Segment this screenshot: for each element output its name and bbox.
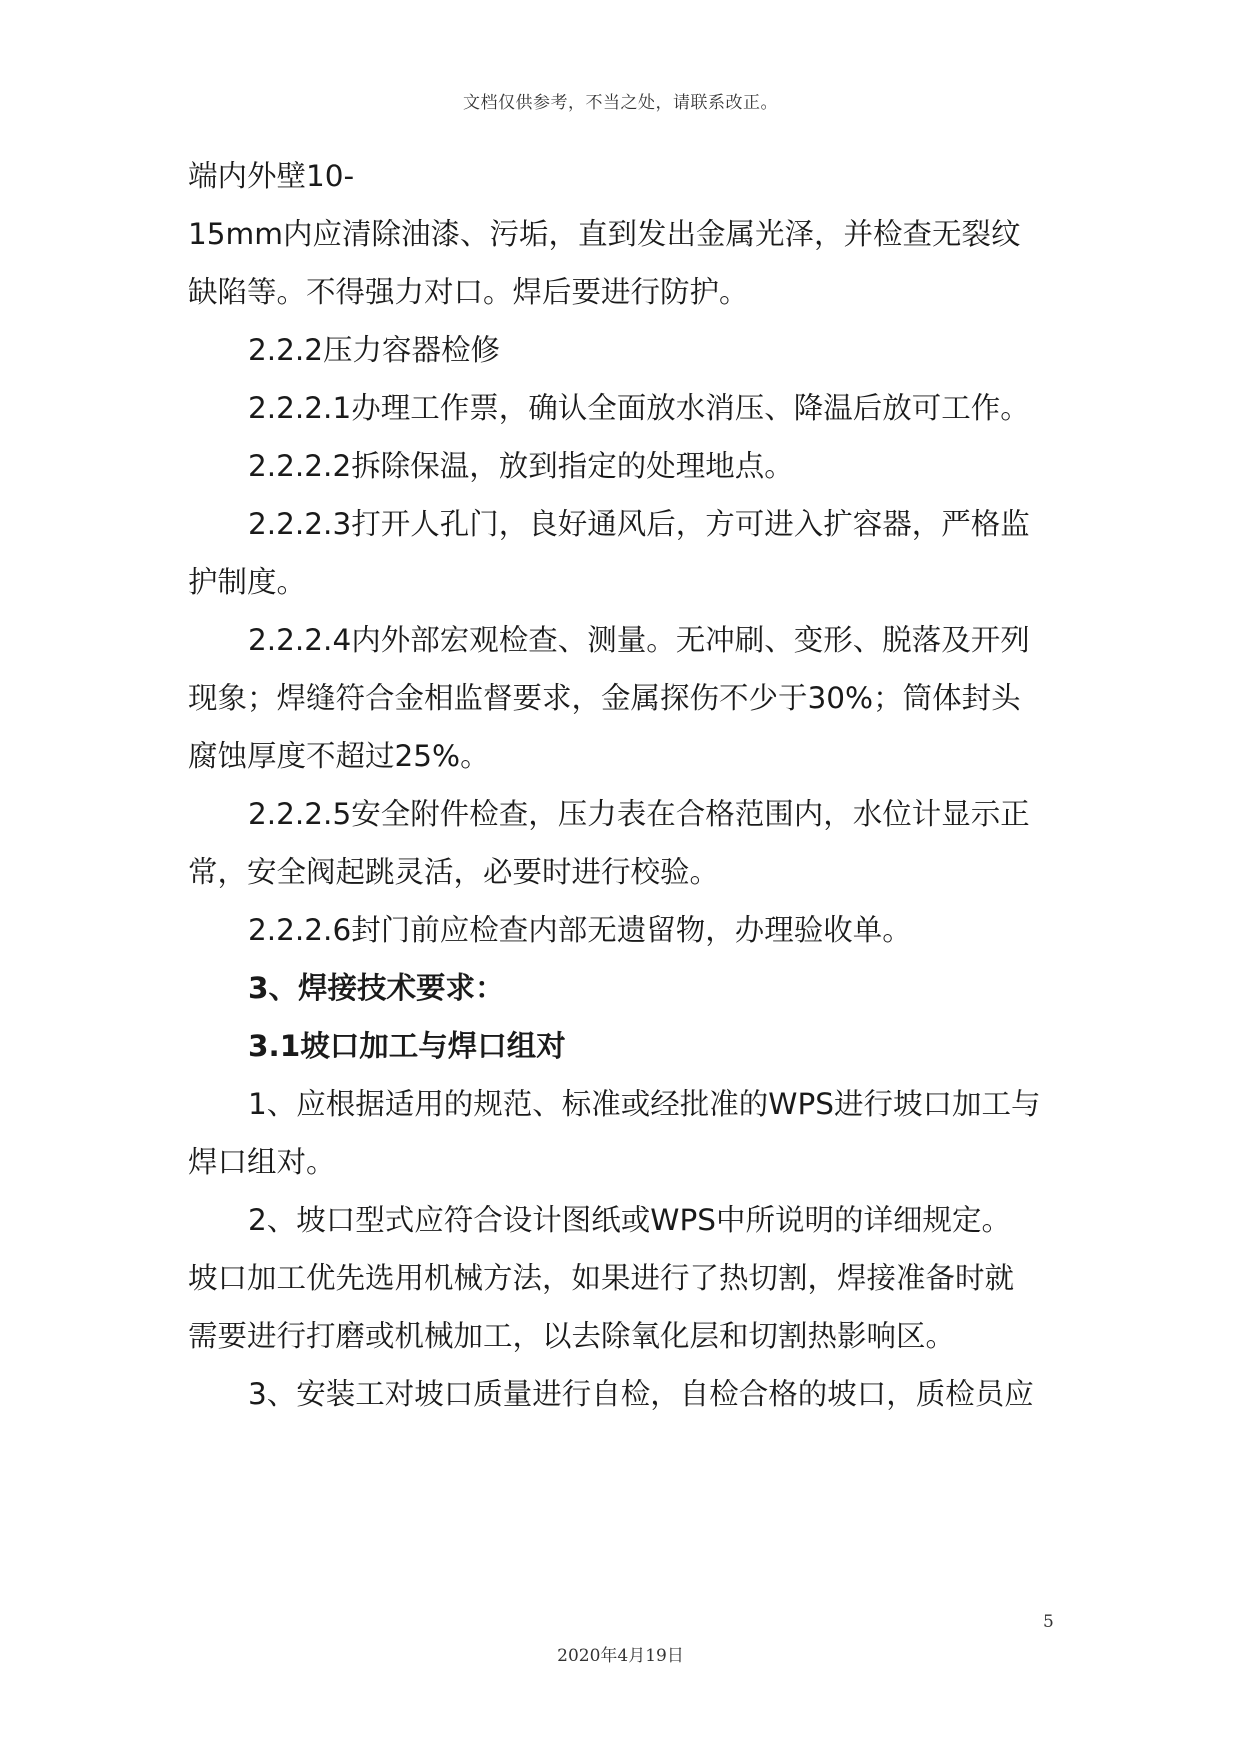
body-line: 2.2.2.4内外部宏观检查、测量。无冲刷、变形、脱落及开列 bbox=[248, 623, 1030, 657]
body-line: 2.2.2.5安全附件检查，压力表在合格范围内，水位计显示正 bbox=[248, 797, 1030, 831]
section-heading: 2.2.2压力容器检修 bbox=[248, 333, 501, 367]
subsection-heading: 3.1坡口加工与焊口组对 bbox=[248, 1029, 566, 1063]
body-line: 15mm内应清除油漆、污垢，直到发出金属光泽，并检查无裂纹 bbox=[188, 217, 1021, 251]
page-number: 5 bbox=[1043, 1612, 1054, 1632]
body-line: 2.2.2.1办理工作票，确认全面放水消压、降温后放可工作。 bbox=[248, 391, 1030, 425]
body-line: 需要进行打磨或机械加工，以去除氧化层和切割热影响区。 bbox=[188, 1319, 956, 1353]
body-line: 1、应根据适用的规范、标准或经批准的WPS进行坡口加工与 bbox=[248, 1087, 1041, 1121]
body-line: 坡口加工优先选用机械方法，如果进行了热切割，焊接准备时就 bbox=[188, 1261, 1015, 1295]
body-line: 2.2.2.2拆除保温，放到指定的处理地点。 bbox=[248, 449, 794, 483]
body-line: 焊口组对。 bbox=[188, 1145, 336, 1179]
footer-date: 2020年4月19日 bbox=[557, 1646, 684, 1666]
body-line: 护制度。 bbox=[188, 565, 307, 599]
body-line: 现象；焊缝符合金相监督要求，金属探伤不少于30%；筒体封头 bbox=[188, 681, 1021, 715]
body-line: 端内外壁10- bbox=[188, 159, 355, 193]
section-heading: 3、焊接技术要求： bbox=[248, 971, 505, 1005]
body-line: 2.2.2.3打开人孔门，良好通风后，方可进入扩容器，严格监 bbox=[248, 507, 1030, 541]
body-line: 3、安装工对坡口质量进行自检，自检合格的坡口，质检员应 bbox=[248, 1377, 1034, 1411]
header-notice: 文档仅供参考，不当之处，请联系改正。 bbox=[463, 93, 778, 113]
body-line: 腐蚀厚度不超过25%。 bbox=[188, 739, 490, 773]
body-line: 2、坡口型式应符合设计图纸或WPS中所说明的详细规定。 bbox=[248, 1203, 1011, 1237]
body-line: 常，安全阀起跳灵活，必要时进行校验。 bbox=[188, 855, 720, 889]
body-line: 缺陷等。不得强力对口。焊后要进行防护。 bbox=[188, 275, 749, 309]
body-line: 2.2.2.6封门前应检查内部无遗留物，办理验收单。 bbox=[248, 913, 912, 947]
